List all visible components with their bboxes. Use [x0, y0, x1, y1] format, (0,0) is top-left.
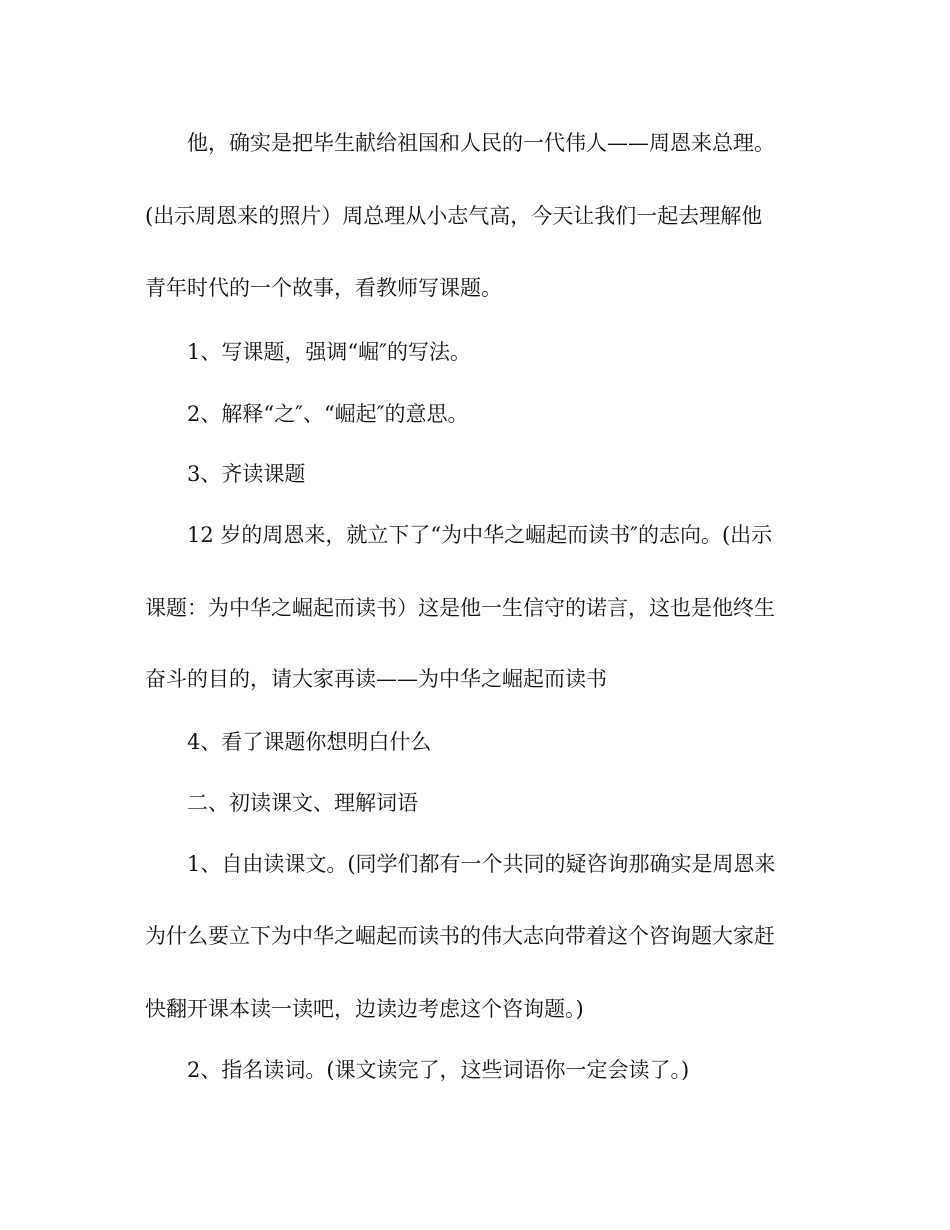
- text-line: 2、指名读词。(课文读完了，这些词语你一定会读了。): [187, 1058, 690, 1082]
- text-line: 2、解释“之″、“崛起″的意思。: [187, 402, 469, 426]
- text-line: (出示周恩来的照片）周总理从小志气高，今天让我们一起去理解他: [145, 204, 763, 228]
- text-line: 1、写课题，强调“崛″的写法。: [187, 340, 471, 364]
- text-line: 为什么要立下为中华之崛起而读书的伟大志向带着这个咨询题大家赶: [145, 924, 775, 948]
- text-line: 青年时代的一个故事，看教师写课题。: [145, 276, 502, 300]
- text-line: 3、齐读课题: [187, 462, 306, 486]
- text-line: 4、看了课题你想明白什么: [187, 730, 432, 754]
- text-line: 奋斗的目的，请大家再读——为中华之崛起而读书: [145, 667, 607, 691]
- text-line: 课题：为中华之崛起而读书）这是他一生信守的诺言，这也是他终生: [145, 596, 775, 620]
- text-line: 二、初读课文、理解词语: [187, 791, 418, 815]
- text-line: 他，确实是把毕生献给祖国和人民的一代伟人——周恩来总理。: [187, 131, 775, 155]
- text-line: 快翻开课本读一读吧，边读边考虑这个咨询题。): [145, 997, 584, 1021]
- text-line: 1、自由读课文。(同学们都有一个共同的疑咨询那确实是周恩来: [187, 852, 776, 876]
- text-line: 12 岁的周恩来，就立下了“为中华之崛起而读书″的志向。(出示: [187, 523, 773, 547]
